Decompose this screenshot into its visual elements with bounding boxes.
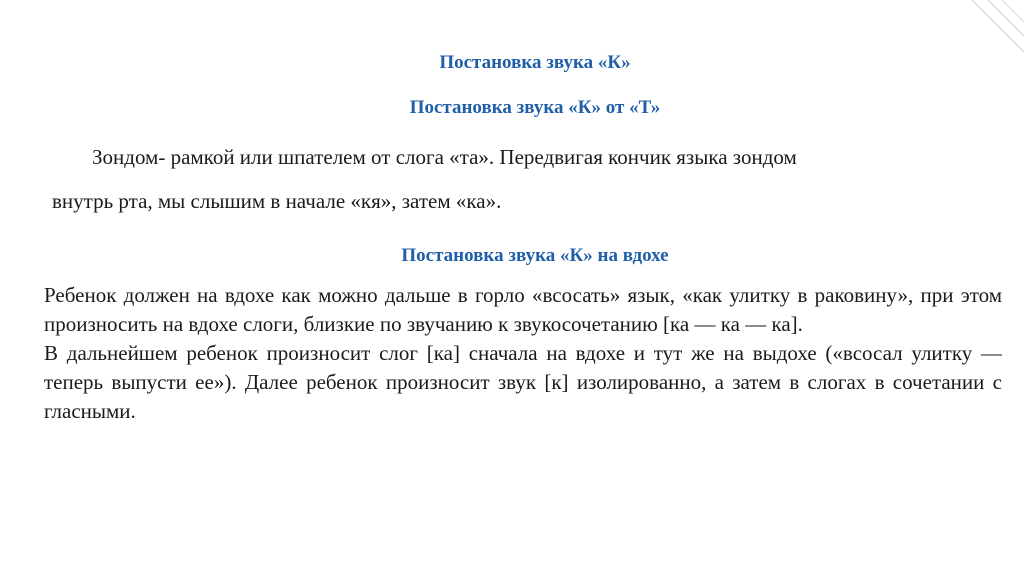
section2-paragraph2: В дальнейшем ребенок произносит слог [ка] сначала на вдохе и тут же на выдохе («всосал улитку — теперь выпусти ее»). Далее ребенок произносит звук [к] изолированно, а затем в слогах в сочетании с гласными. <box>44 341 1002 423</box>
section2-body <box>44 281 1002 426</box>
section1-line2: внутрь рта, мы слышим в начале «кя», затем «ка». <box>52 189 502 213</box>
section1-heading: Постановка звука «К» от «Т» <box>409 97 661 118</box>
slide-title: Постановка звука «К» <box>439 52 631 73</box>
section2-paragraph1: Ребенок должен на вдохе как можно дальше в горло «всосать» язык, «как улитку в раковину», при этом произносить на вдохе слоги, близкие по звучанию к звукосочетанию [ка — ка — ка]. <box>44 283 1002 336</box>
section2-heading: Постановка звука «К» на вдохе <box>401 245 669 266</box>
section1-line1: Зондом- рамкой или шпателем от слога «та». Передвигая кончик языка зондом <box>92 145 797 169</box>
